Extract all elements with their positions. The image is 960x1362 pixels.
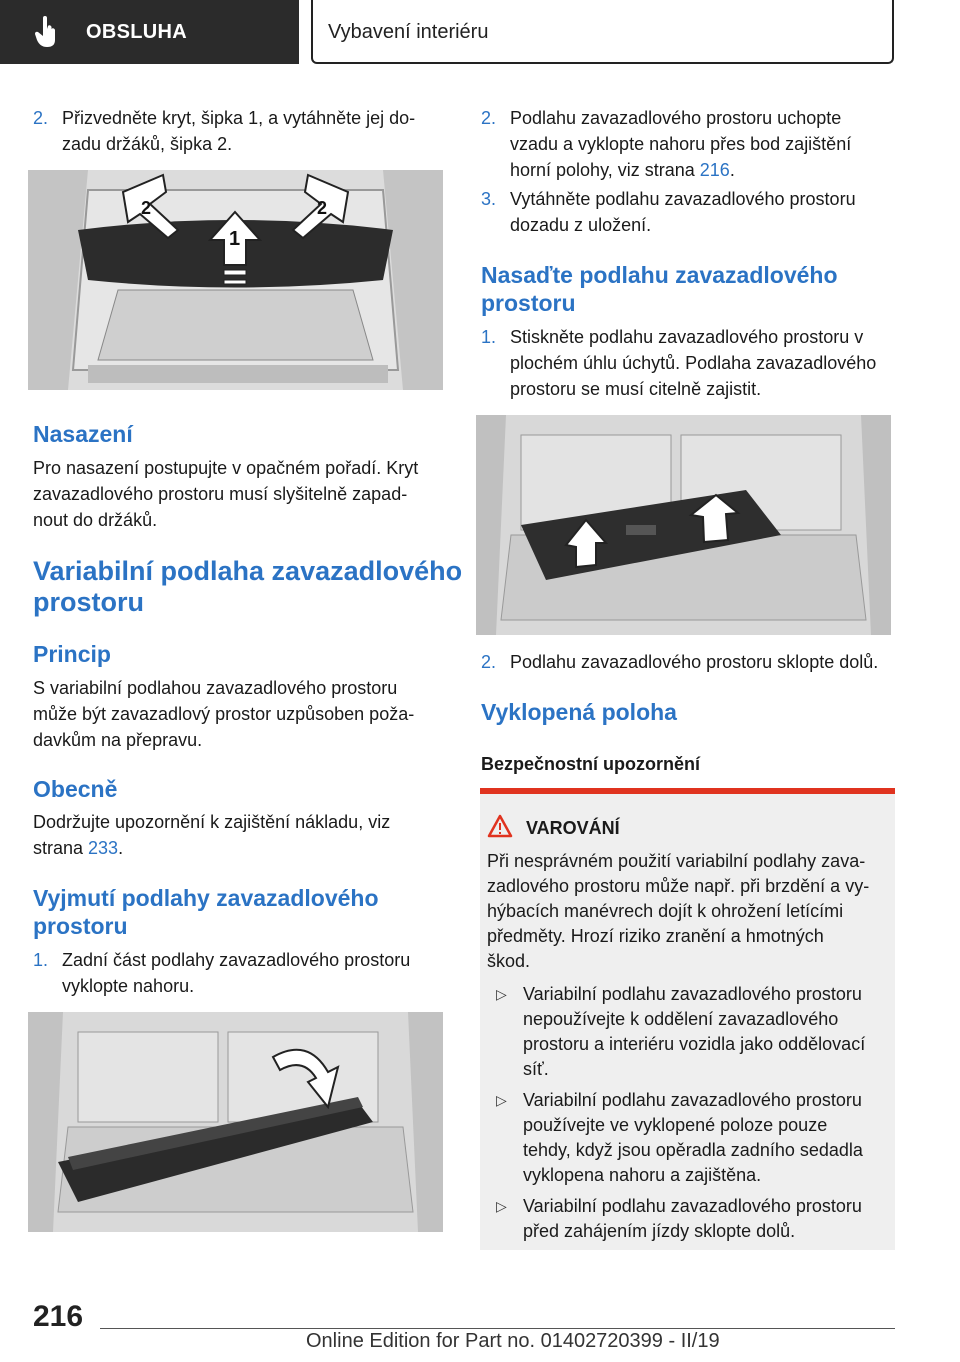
nasazeni-line: nout do držáků. — [33, 510, 158, 530]
page-link-216[interactable]: 216 — [699, 160, 730, 180]
footer-edition: Online Edition for Part no. 01402720399 - II/19 — [306, 1330, 720, 1352]
arrow-label: 2 — [317, 198, 328, 218]
bullet-line: vyklopena nahoru a zajištěna. — [523, 1165, 762, 1185]
step-text-line: Zadní část podlahy zavazadlového prostoru — [62, 950, 411, 970]
heading-vyjmuti-2: prostoru — [33, 913, 128, 939]
footer-rule — [100, 1328, 895, 1329]
heading-vyklopena: Vyklopená poloha — [481, 699, 677, 725]
floor-insert-illustration — [476, 415, 891, 635]
page-link-233[interactable]: 233 — [88, 838, 119, 858]
heading-obecne: Obecně — [33, 776, 118, 802]
step-text-line: plochém úhlu úchytů. Podlaha zavazadlového — [510, 353, 877, 373]
step-number: 2. — [481, 652, 497, 672]
bullet-triangle-icon: ▷ — [496, 986, 507, 1002]
obecne-line: Dodržujte upozornění k zajištění nákladu, viz — [33, 812, 391, 832]
bullet-line: před zahájením jízdy sklopte dolů. — [523, 1221, 796, 1241]
heading-nasadte-2: prostoru — [481, 290, 576, 316]
trunk-cover-illustration — [28, 170, 443, 390]
page-number: 216 — [33, 1300, 84, 1333]
bullet-line: Variabilní podlahu zavazadlového prostoru — [523, 1196, 862, 1216]
warning-title: VAROVÁNÍ — [526, 818, 620, 838]
step-text-line: dozadu z uložení. — [510, 215, 652, 235]
chapter-tab[interactable] — [311, 0, 894, 64]
warning-line: zadlového prostoru může např. při brzdění a vy‐ — [487, 876, 870, 896]
nasazeni-line: Pro nasazení postupujte v opačném pořadí. Kryt — [33, 458, 419, 478]
bullet-line: prostoru a interiéru vozidla jako oddělovací — [523, 1034, 866, 1054]
princip-line: může být zavazadlový prostor uzpůsoben poža‐ — [33, 704, 415, 724]
bullet-line: síť. — [523, 1059, 549, 1079]
step-text-line: Podlahu zavazadlového prostoru sklopte dolů. — [510, 652, 879, 672]
step-text-line: prostoru se musí citelně zajistit. — [510, 379, 762, 399]
heading-vyjmuti: Vyjmutí podlahy zavazadlového — [33, 885, 379, 911]
section-tab-label: OBSLUHA — [86, 21, 187, 43]
heading-nasadte: Nasaďte podlahu zavazadlového — [481, 262, 838, 288]
warning-line: Při nesprávném použití variabilní podlahy zava‐ — [487, 851, 866, 871]
bullet-line: používejte ve vyklopené poloze pouze — [523, 1115, 828, 1135]
step-number: 1. — [33, 950, 49, 970]
warning-line: hýbacích manévrech dojít k ohrožení letícími — [487, 901, 844, 921]
warning-line: škod. — [487, 951, 531, 971]
step-text: . — [729, 160, 735, 180]
obecne-text: . — [118, 838, 124, 858]
obecne-line — [33, 836, 123, 861]
arrow-label: 1 — [229, 228, 241, 250]
section-tab[interactable] — [0, 0, 299, 64]
heading-variabilni: Variabilní podlaha zavazadlového — [33, 556, 463, 586]
bullet-line: nepoužívejte k oddělení zavazadlového — [523, 1009, 839, 1029]
warning-triangle-icon — [487, 814, 513, 838]
step-text: horní polohy, viz strana — [510, 160, 700, 180]
step-number: 3. — [481, 189, 497, 209]
bullet-line: Variabilní podlahu zavazadlového prostoru — [523, 984, 862, 1004]
step-text-line: vyklopte nahoru. — [62, 976, 195, 996]
bullet-line: tehdy, když jsou opěradla zadního sedadla — [523, 1140, 863, 1160]
nasazeni-line: zavazadlového prostoru musí slyšitelně zapad‐ — [33, 484, 408, 504]
heading-nasazeni: Nasazení — [33, 421, 133, 447]
chapter-tab-label: Vybavení interiéru — [328, 21, 489, 43]
obecne-text: strana — [33, 838, 89, 858]
heading-variabilni-2: prostoru — [33, 587, 144, 617]
bullet-line: Variabilní podlahu zavazadlového prostoru — [523, 1090, 862, 1110]
step-number: 1. — [481, 327, 497, 347]
bullet-triangle-icon: ▷ — [496, 1092, 507, 1108]
princip-line: davkům na přepravu. — [33, 730, 203, 750]
princip-line: S variabilní podlahou zavazadlového prostoru — [33, 678, 398, 698]
heading-bezpecnost: Bezpečnostní upozornění — [481, 754, 701, 774]
step-number: 2. — [481, 108, 497, 128]
step-text-line: zadu držáků, šipka 2. — [62, 134, 233, 154]
step-text-line: Podlahu zavazadlového prostoru uchopte — [510, 108, 842, 128]
step-text-line: vzadu a vyklopte nahoru přes bod zajištění — [510, 134, 852, 154]
step-text-line — [510, 158, 735, 183]
step-number: 2. — [33, 108, 49, 128]
heading-princip: Princip — [33, 641, 111, 667]
bullet-triangle-icon: ▷ — [496, 1198, 507, 1214]
hand-pointer-icon — [34, 16, 58, 48]
step-text-line: Vytáhněte podlahu zavazadlového prostoru — [510, 189, 856, 209]
step-text-line: Stiskněte podlahu zavazadlového prostoru v — [510, 327, 864, 347]
arrow-label: 2 — [141, 198, 152, 218]
warning-line: předměty. Hrozí riziko zranění a hmotných — [487, 926, 824, 946]
floor-flip-illustration — [28, 1012, 443, 1232]
step-text-line: Přizvedněte kryt, šipka 1, a vytáhněte jej do‐ — [62, 108, 416, 128]
